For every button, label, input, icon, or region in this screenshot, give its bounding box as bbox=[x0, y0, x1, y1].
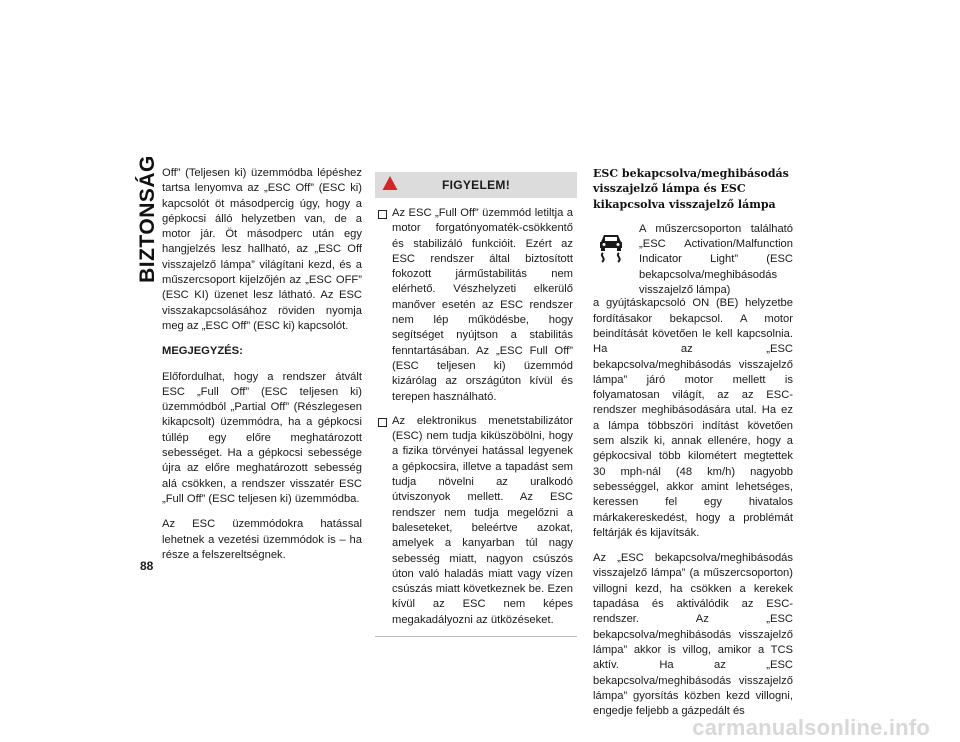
esc-skid-car-icon bbox=[593, 228, 629, 264]
left-column bbox=[162, 166, 362, 573]
section-tab bbox=[136, 155, 160, 283]
warning-item-text: Az elektronikus menetstabilizátor (ESC) nem tudja kiküszöbölni, hogy a fizika törvényei hatással legyenek a gépkocsira, illetve a tapadást sem tudja növelni az uralkodó útviszonyok mellett. Az ESC rendszer nem tudja megelőzni a baleseteket, beleértve azokat, amelyek a kanyarban túl nagy sebesség miatt, nagyon csúszós úton való haladás miatt vagy vízen csúszás miatt következnek be. Ezen kívül az ESC nem képes megakadályozni az ütközéseket. bbox=[392, 414, 573, 626]
right-column bbox=[593, 166, 793, 729]
section-tab-label: BIZTONSÁG bbox=[136, 155, 160, 283]
checkbox-bullet-icon bbox=[378, 210, 387, 219]
left-paragraph-1: Off” (Teljesen ki) üzemmódba lépéshez tartsa lenyomva az „ESC Off” (ESC ki) kapcsolót öt másodpercig úgy, hogy a gépkocsi álló helyzetben van, de a motor jár. Öt másodperc után egy hangjelzés lesz hallható, az „ESC Off visszajelző lámpa” világítani kezd, és a műszercsoport kijelzőjén az „ESC OFF” (ESC KI) üzenet lesz látható. Az ESC visszakapcsolásához röviden nyomja meg az „ESC Off” (ESC ki) kapcsolót. bbox=[162, 167, 362, 332]
warning-item bbox=[377, 414, 573, 628]
section-heading: ESC bekapcsolva/meghibásodás visszajelző lámpa és ESC kikapcsolva visszajelző lámpa bbox=[593, 167, 789, 211]
warning-triangle-icon bbox=[382, 175, 398, 191]
checkbox-bullet-icon bbox=[378, 418, 387, 427]
esc-paragraph-2: Az „ESC bekapcsolva/meghibásodás visszajelző lámpa” (a műszercsoporton) villogni kezd, ha csökken a kerekek tapadása és aktiválódik az ESC-rendszer. Az „ESC bekapcsolva/meghibásodás visszajelző lámpa” akkor is villog, amikor a TCS aktív. Ha az „ESC bekapcsolva/meghibásodás visszajelző lámpa” gyorsítás közben kezd villogni, engedje feljebb a gázpedált és bbox=[593, 552, 793, 718]
left-paragraph-2: Az ESC üzemmódokra hatással lehetnek a vezetési üzemmódok is – ha része a felszereltségnek. bbox=[162, 518, 362, 561]
warning-box bbox=[375, 172, 577, 637]
esc-paragraph-1: a gyújtáskapcsoló ON (BE) helyzetbe fordításakor bekapcsol. A motor beindítását követően le kell kapcsolnia. Ha az „ESC bekapcsolva/meghibásodás visszajelző lámpa” járó motor mellett is folyamatosan világít, az az ESC-rendszer meghibásodására utal. Ha ez a lámpa többszöri indítást követően sem alszik ki, annak ellenére, hogy a gépkocsival több kilométert megtettek 30 mph-nál (48 km/h) nagyobb sebességgel, akkor amint lehetséges, keressen fel egy hivatalos márkakereskedést, hogy a problémát feltárják és kijavítsák. bbox=[593, 297, 793, 539]
warning-title: FIGYELEM! bbox=[441, 178, 511, 192]
watermark: carmanualsonline.info bbox=[692, 715, 930, 740]
note-title: MEGJEGYZÉS: bbox=[162, 345, 243, 358]
warning-item bbox=[377, 206, 573, 405]
esc-paragraph-intro: A műszercsoporton található „ESC Activation/Malfunction Indicator Light” (ESC bekapcsolva/meghibásodás visszajelző lámpa) bbox=[639, 222, 793, 297]
icon-paragraph bbox=[593, 222, 793, 298]
page-number: 88 bbox=[140, 559, 154, 573]
warning-header bbox=[375, 172, 577, 198]
warning-body bbox=[375, 198, 577, 637]
note-text: Előfordulhat, hogy a rendszer átvált ESC „Full Off” (ESC teljesen ki) üzemmódból „Partial Off” (Részlegesen kikapcsolt) üzemmódra, ha a gépkocsi túllép egy előre meghatározott sebességet. Ha a gépkocsi sebessége újra az előre meghatározott sebesség alá csökken, a rendszer visszatér ESC „Full Off” (ESC teljesen ki) üzemmódba. bbox=[162, 370, 362, 505]
warning-item-text: Az ESC „Full Off” üzemmód letiltja a motor forgatónyomaték-csökkentő és stabilizáló funkcióit. Ezért az ESC rendszer által biztosított fokozott járműstabilitás nem elérhető. Vészhelyzeti elkerülő manőver esetén az ESC rendszer nem lép működésbe, hogy segítséget nyújtson a stabilitás fenntartásában. Az „ESC Full Off” (ESC teljesen ki) üzemmód kizárólag az országúton kívül és terepen használható. bbox=[392, 207, 573, 403]
